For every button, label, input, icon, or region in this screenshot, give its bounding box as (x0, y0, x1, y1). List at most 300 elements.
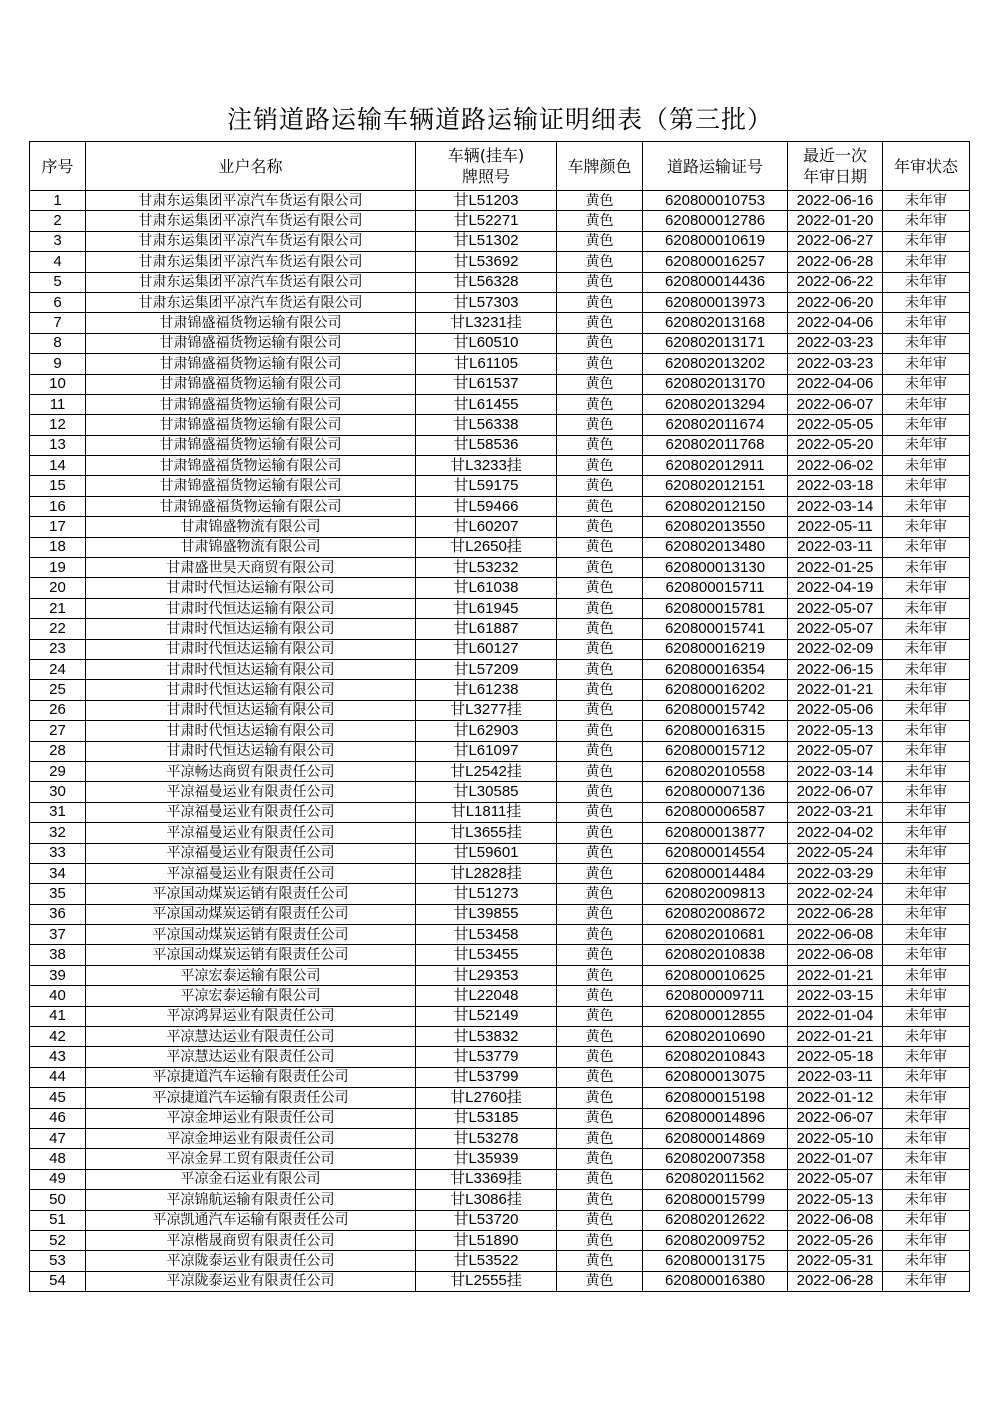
cell-seq: 39 (30, 965, 86, 985)
cell-plate: 甘L51302 (416, 231, 557, 251)
table-row (30, 1230, 970, 1250)
cell-plate: 甘L57303 (416, 292, 557, 312)
cell-status: 未年审 (883, 782, 970, 802)
table-row (30, 884, 970, 904)
cell-seq: 24 (30, 659, 86, 679)
cell-status: 未年审 (883, 1230, 970, 1250)
cell-color: 黄色 (557, 884, 643, 904)
cell-color: 黄色 (557, 496, 643, 516)
cell-seq: 33 (30, 843, 86, 863)
cell-plate: 甘L52149 (416, 1006, 557, 1026)
cell-date: 2022-06-15 (788, 659, 883, 679)
cell-plate: 甘L3233挂 (416, 456, 557, 476)
cell-owner: 平凉慧达运业有限责任公司 (86, 1027, 416, 1047)
table-row (30, 354, 970, 374)
cell-seq: 1 (30, 191, 86, 211)
cell-seq: 7 (30, 313, 86, 333)
cell-status: 未年审 (883, 721, 970, 741)
table-row (30, 292, 970, 312)
table-row (30, 863, 970, 883)
cell-plate: 甘L61038 (416, 578, 557, 598)
cell-color: 黄色 (557, 598, 643, 618)
cell-plate: 甘L29353 (416, 965, 557, 985)
cell-plate: 甘L53720 (416, 1210, 557, 1230)
cell-status: 未年审 (883, 1251, 970, 1271)
cell-date: 2022-06-07 (788, 394, 883, 414)
cell-permit: 620802013550 (643, 517, 788, 537)
table-row (30, 598, 970, 618)
cell-seq: 6 (30, 292, 86, 312)
table-row (30, 659, 970, 679)
cell-permit: 620800016202 (643, 680, 788, 700)
cell-permit: 620802010690 (643, 1027, 788, 1047)
cell-color: 黄色 (557, 272, 643, 292)
cell-seq: 53 (30, 1251, 86, 1271)
cell-status: 未年审 (883, 354, 970, 374)
cell-permit: 620802012622 (643, 1210, 788, 1230)
cell-date: 2022-06-02 (788, 456, 883, 476)
cell-owner: 甘肃锦盛福货物运输有限公司 (86, 496, 416, 516)
cell-plate: 甘L3277挂 (416, 700, 557, 720)
cell-plate: 甘L22048 (416, 986, 557, 1006)
cell-seq: 37 (30, 925, 86, 945)
table-row (30, 578, 970, 598)
cell-color: 黄色 (557, 1128, 643, 1148)
cell-owner: 甘肃锦盛福货物运输有限公司 (86, 354, 416, 374)
cell-owner: 甘肃东运集团平凉汽车货运有限公司 (86, 292, 416, 312)
cell-permit: 620800014554 (643, 843, 788, 863)
cell-color: 黄色 (557, 333, 643, 353)
table-row (30, 1067, 970, 1087)
cell-date: 2022-03-11 (788, 537, 883, 557)
cell-status: 未年审 (883, 1210, 970, 1230)
cell-date: 2022-05-07 (788, 1169, 883, 1189)
cell-seq: 20 (30, 578, 86, 598)
cell-owner: 甘肃时代恒达运输有限公司 (86, 578, 416, 598)
cell-permit: 620800006587 (643, 802, 788, 822)
cell-owner: 平凉宏泰运输有限公司 (86, 965, 416, 985)
cell-permit: 620800015198 (643, 1088, 788, 1108)
table-row (30, 761, 970, 781)
cell-date: 2022-06-08 (788, 1210, 883, 1230)
cell-plate: 甘L61945 (416, 598, 557, 618)
column-header-date-line2: 年审日期 (802, 167, 867, 186)
cell-permit: 620800016257 (643, 252, 788, 272)
cell-plate: 甘L53799 (416, 1067, 557, 1087)
table-row (30, 1006, 970, 1026)
cell-color: 黄色 (557, 1230, 643, 1250)
cell-owner: 甘肃锦盛福货物运输有限公司 (86, 394, 416, 414)
table-row (30, 965, 970, 985)
cell-color: 黄色 (557, 721, 643, 741)
cell-permit: 620802012151 (643, 476, 788, 496)
cell-date: 2022-06-28 (788, 1271, 883, 1291)
cell-seq: 41 (30, 1006, 86, 1026)
table-row (30, 1088, 970, 1108)
column-header-date (788, 142, 883, 191)
cell-permit: 620802013168 (643, 313, 788, 333)
cell-status: 未年审 (883, 191, 970, 211)
cell-status: 未年审 (883, 863, 970, 883)
cell-date: 2022-04-02 (788, 823, 883, 843)
cell-seq: 21 (30, 598, 86, 618)
cell-status: 未年审 (883, 292, 970, 312)
cell-seq: 46 (30, 1108, 86, 1128)
cell-owner: 平凉金昇工贸有限责任公司 (86, 1149, 416, 1169)
cell-status: 未年审 (883, 659, 970, 679)
cell-status: 未年审 (883, 965, 970, 985)
cell-permit: 620802009752 (643, 1230, 788, 1250)
cell-date: 2022-06-08 (788, 925, 883, 945)
table-row (30, 517, 970, 537)
cell-plate: 甘L2542挂 (416, 761, 557, 781)
cell-permit: 620802013171 (643, 333, 788, 353)
table-row (30, 619, 970, 639)
cell-plate: 甘L2760挂 (416, 1088, 557, 1108)
table-row (30, 191, 970, 211)
cell-seq: 5 (30, 272, 86, 292)
cell-plate: 甘L53232 (416, 558, 557, 578)
cell-permit: 620802013202 (643, 354, 788, 374)
cell-plate: 甘L53455 (416, 945, 557, 965)
cell-date: 2022-03-14 (788, 761, 883, 781)
cell-color: 黄色 (557, 904, 643, 924)
cell-permit: 620802012150 (643, 496, 788, 516)
cell-color: 黄色 (557, 659, 643, 679)
cell-plate: 甘L1811挂 (416, 802, 557, 822)
cell-seq: 47 (30, 1128, 86, 1148)
cell-color: 黄色 (557, 415, 643, 435)
cell-color: 黄色 (557, 517, 643, 537)
cell-permit: 620800016354 (643, 659, 788, 679)
cell-plate: 甘L53458 (416, 925, 557, 945)
cell-color: 黄色 (557, 700, 643, 720)
cell-owner: 平凉国动煤炭运销有限责任公司 (86, 925, 416, 945)
cell-owner: 平凉凯通汽车运输有限责任公司 (86, 1210, 416, 1230)
cell-owner: 甘肃锦盛福货物运输有限公司 (86, 435, 416, 455)
cell-owner: 甘肃时代恒达运输有限公司 (86, 619, 416, 639)
cell-seq: 18 (30, 537, 86, 557)
table-row (30, 456, 970, 476)
cell-owner: 平凉楷晟商贸有限责任公司 (86, 1230, 416, 1250)
table-row (30, 231, 970, 251)
cell-owner: 平凉福曼运业有限责任公司 (86, 782, 416, 802)
column-header-color: 车牌颜色 (557, 142, 643, 191)
cell-plate: 甘L35939 (416, 1149, 557, 1169)
table-row (30, 537, 970, 557)
cell-plate: 甘L51273 (416, 884, 557, 904)
table-row (30, 394, 970, 414)
table-row (30, 700, 970, 720)
table-row (30, 1169, 970, 1189)
table-row (30, 925, 970, 945)
cell-plate: 甘L53692 (416, 252, 557, 272)
cell-date: 2022-05-13 (788, 721, 883, 741)
table-row (30, 252, 970, 272)
cell-date: 2022-03-23 (788, 333, 883, 353)
cell-date: 2022-06-28 (788, 252, 883, 272)
cell-status: 未年审 (883, 517, 970, 537)
cell-owner: 甘肃盛世昊天商贸有限公司 (86, 558, 416, 578)
cell-seq: 36 (30, 904, 86, 924)
cell-date: 2022-01-25 (788, 558, 883, 578)
cell-status: 未年审 (883, 394, 970, 414)
cell-date: 2022-06-08 (788, 945, 883, 965)
cell-date: 2022-04-06 (788, 374, 883, 394)
cell-date: 2022-03-11 (788, 1067, 883, 1087)
cell-permit: 620800009711 (643, 986, 788, 1006)
cell-status: 未年审 (883, 374, 970, 394)
cell-status: 未年审 (883, 925, 970, 945)
column-header-seq: 序号 (30, 142, 86, 191)
cell-plate: 甘L3086挂 (416, 1190, 557, 1210)
cell-color: 黄色 (557, 1169, 643, 1189)
cell-color: 黄色 (557, 1108, 643, 1128)
cell-owner: 甘肃锦盛福货物运输有限公司 (86, 374, 416, 394)
table-row (30, 333, 970, 353)
cell-permit: 620800016315 (643, 721, 788, 741)
cell-status: 未年审 (883, 1190, 970, 1210)
cell-owner: 平凉金石运业有限公司 (86, 1169, 416, 1189)
cell-seq: 32 (30, 823, 86, 843)
cell-seq: 16 (30, 496, 86, 516)
cell-status: 未年审 (883, 415, 970, 435)
cell-permit: 620800013075 (643, 1067, 788, 1087)
table-row (30, 435, 970, 455)
cell-status: 未年审 (883, 1271, 970, 1291)
cell-seq: 13 (30, 435, 86, 455)
cell-plate: 甘L51203 (416, 191, 557, 211)
cell-color: 黄色 (557, 619, 643, 639)
cell-status: 未年审 (883, 945, 970, 965)
cell-plate: 甘L39855 (416, 904, 557, 924)
cell-plate: 甘L57209 (416, 659, 557, 679)
cell-plate: 甘L53779 (416, 1047, 557, 1067)
cell-color: 黄色 (557, 986, 643, 1006)
cell-seq: 28 (30, 741, 86, 761)
cell-color: 黄色 (557, 843, 643, 863)
cell-color: 黄色 (557, 1047, 643, 1067)
cell-owner: 平凉鸿昇运业有限责任公司 (86, 1006, 416, 1026)
cell-seq: 40 (30, 986, 86, 1006)
cell-status: 未年审 (883, 884, 970, 904)
cell-permit: 620800010753 (643, 191, 788, 211)
cell-date: 2022-06-07 (788, 1108, 883, 1128)
cell-permit: 620800010625 (643, 965, 788, 985)
cell-permit: 620800012855 (643, 1006, 788, 1026)
cell-seq: 49 (30, 1169, 86, 1189)
cell-color: 黄色 (557, 1088, 643, 1108)
column-header-plate (416, 142, 557, 191)
table-row (30, 639, 970, 659)
cell-owner: 甘肃时代恒达运输有限公司 (86, 680, 416, 700)
cell-owner: 甘肃时代恒达运输有限公司 (86, 741, 416, 761)
cell-seq: 17 (30, 517, 86, 537)
cell-seq: 19 (30, 558, 86, 578)
cell-color: 黄色 (557, 1149, 643, 1169)
cell-status: 未年审 (883, 598, 970, 618)
cell-seq: 48 (30, 1149, 86, 1169)
cell-date: 2022-06-07 (788, 782, 883, 802)
cell-seq: 50 (30, 1190, 86, 1210)
cell-seq: 35 (30, 884, 86, 904)
cell-date: 2022-06-28 (788, 904, 883, 924)
table-row (30, 1210, 970, 1230)
cell-owner: 甘肃东运集团平凉汽车货运有限公司 (86, 191, 416, 211)
cell-permit: 620802008672 (643, 904, 788, 924)
cell-owner: 甘肃时代恒达运输有限公司 (86, 598, 416, 618)
cell-owner: 平凉宏泰运输有限公司 (86, 986, 416, 1006)
cell-color: 黄色 (557, 476, 643, 496)
table-row (30, 496, 970, 516)
cell-color: 黄色 (557, 313, 643, 333)
cell-permit: 620802010681 (643, 925, 788, 945)
table-row (30, 1190, 970, 1210)
table-row (30, 415, 970, 435)
cell-plate: 甘L62903 (416, 721, 557, 741)
cell-permit: 620802007358 (643, 1149, 788, 1169)
column-header-date-line1: 最近一次 (802, 146, 867, 165)
cell-seq: 45 (30, 1088, 86, 1108)
cell-owner: 平凉国动煤炭运销有限责任公司 (86, 884, 416, 904)
cell-color: 黄色 (557, 782, 643, 802)
cell-color: 黄色 (557, 1067, 643, 1087)
cell-date: 2022-05-11 (788, 517, 883, 537)
cell-color: 黄色 (557, 1027, 643, 1047)
cell-status: 未年审 (883, 904, 970, 924)
cell-color: 黄色 (557, 1210, 643, 1230)
cell-seq: 54 (30, 1271, 86, 1291)
cell-date: 2022-05-06 (788, 700, 883, 720)
cell-permit: 620800016380 (643, 1271, 788, 1291)
cell-seq: 3 (30, 231, 86, 251)
cell-owner: 甘肃锦盛福货物运输有限公司 (86, 333, 416, 353)
table-row (30, 945, 970, 965)
cell-permit: 620800007136 (643, 782, 788, 802)
cell-color: 黄色 (557, 945, 643, 965)
cell-plate: 甘L59175 (416, 476, 557, 496)
cell-owner: 平凉福曼运业有限责任公司 (86, 843, 416, 863)
cell-permit: 620802011562 (643, 1169, 788, 1189)
cell-seq: 26 (30, 700, 86, 720)
cell-owner: 甘肃锦盛物流有限公司 (86, 537, 416, 557)
cell-owner: 平凉陇泰运业有限责任公司 (86, 1271, 416, 1291)
table-row (30, 904, 970, 924)
cell-seq: 4 (30, 252, 86, 272)
cell-color: 黄色 (557, 537, 643, 557)
cell-status: 未年审 (883, 741, 970, 761)
cell-color: 黄色 (557, 1006, 643, 1026)
table-row (30, 313, 970, 333)
cell-permit: 620802011674 (643, 415, 788, 435)
cell-owner: 甘肃锦盛福货物运输有限公司 (86, 415, 416, 435)
cell-seq: 27 (30, 721, 86, 741)
cell-seq: 23 (30, 639, 86, 659)
cell-color: 黄色 (557, 965, 643, 985)
cell-owner: 甘肃锦盛物流有限公司 (86, 517, 416, 537)
cell-date: 2022-06-20 (788, 292, 883, 312)
cell-seq: 9 (30, 354, 86, 374)
cell-plate: 甘L52271 (416, 211, 557, 231)
cell-seq: 2 (30, 211, 86, 231)
cell-seq: 51 (30, 1210, 86, 1230)
table-row (30, 374, 970, 394)
cell-color: 黄色 (557, 578, 643, 598)
cell-color: 黄色 (557, 1251, 643, 1271)
cell-status: 未年审 (883, 680, 970, 700)
cell-color: 黄色 (557, 292, 643, 312)
cell-plate: 甘L61105 (416, 354, 557, 374)
cell-plate: 甘L60510 (416, 333, 557, 353)
table-row (30, 1108, 970, 1128)
cell-permit: 620800014436 (643, 272, 788, 292)
cell-plate: 甘L3231挂 (416, 313, 557, 333)
cell-status: 未年审 (883, 1027, 970, 1047)
table-row (30, 721, 970, 741)
cell-permit: 620800015711 (643, 578, 788, 598)
cell-color: 黄色 (557, 1271, 643, 1291)
cell-plate: 甘L53832 (416, 1027, 557, 1047)
table-row (30, 823, 970, 843)
cell-status: 未年审 (883, 1047, 970, 1067)
cell-date: 2022-03-23 (788, 354, 883, 374)
cell-permit: 620800010619 (643, 231, 788, 251)
cell-permit: 620802013170 (643, 374, 788, 394)
cell-permit: 620802013480 (643, 537, 788, 557)
cell-seq: 43 (30, 1047, 86, 1067)
cell-date: 2022-05-07 (788, 598, 883, 618)
cell-color: 黄色 (557, 191, 643, 211)
cell-date: 2022-02-09 (788, 639, 883, 659)
cell-date: 2022-04-19 (788, 578, 883, 598)
cell-permit: 620800015712 (643, 741, 788, 761)
cell-status: 未年审 (883, 456, 970, 476)
cell-plate: 甘L61455 (416, 394, 557, 414)
cell-status: 未年审 (883, 986, 970, 1006)
cell-status: 未年审 (883, 333, 970, 353)
cell-status: 未年审 (883, 1108, 970, 1128)
cell-permit: 620802010558 (643, 761, 788, 781)
cell-permit: 620802010838 (643, 945, 788, 965)
table-row (30, 272, 970, 292)
cell-status: 未年审 (883, 313, 970, 333)
cell-seq: 31 (30, 802, 86, 822)
cell-status: 未年审 (883, 496, 970, 516)
cell-plate: 甘L56338 (416, 415, 557, 435)
cell-status: 未年审 (883, 1006, 970, 1026)
cell-date: 2022-05-13 (788, 1190, 883, 1210)
cell-seq: 38 (30, 945, 86, 965)
cell-date: 2022-05-07 (788, 619, 883, 639)
cell-status: 未年审 (883, 537, 970, 557)
cell-permit: 620802012911 (643, 456, 788, 476)
column-header-permit: 道路运输证号 (643, 142, 788, 191)
cell-color: 黄色 (557, 374, 643, 394)
cell-date: 2022-05-18 (788, 1047, 883, 1067)
cell-permit: 620800013877 (643, 823, 788, 843)
cell-seq: 11 (30, 394, 86, 414)
cell-permit: 620800015781 (643, 598, 788, 618)
table-row (30, 1128, 970, 1148)
cell-status: 未年审 (883, 639, 970, 659)
cell-status: 未年审 (883, 231, 970, 251)
cell-owner: 平凉陇泰运业有限责任公司 (86, 1251, 416, 1271)
cell-permit: 620800015742 (643, 700, 788, 720)
cell-date: 2022-06-22 (788, 272, 883, 292)
cell-owner: 甘肃锦盛福货物运输有限公司 (86, 476, 416, 496)
cell-date: 2022-01-07 (788, 1149, 883, 1169)
cell-seq: 8 (30, 333, 86, 353)
